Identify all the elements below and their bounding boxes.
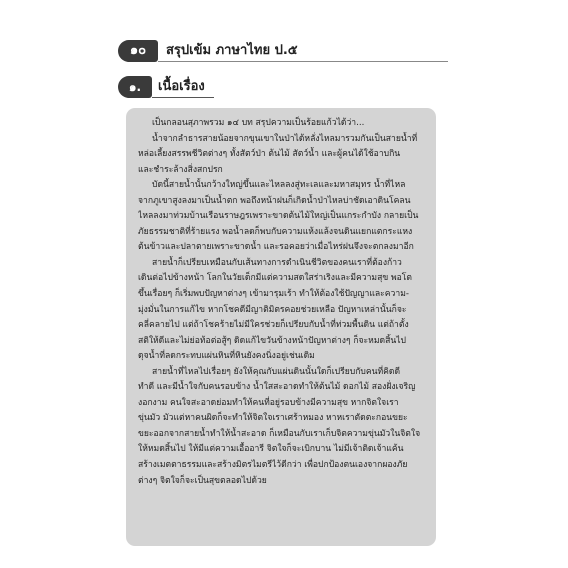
section-number-badge: ๑. <box>118 76 152 98</box>
content-box <box>126 108 436 546</box>
text-line: บัดนี้สายน้ำนั้นกว้างใหญ่ขึ้นและไหลลงสู่ทะเลและมหาสมุทร น้ำที่ไหล <box>152 180 406 191</box>
text-line: เป็นกลอนสุภาพรวม ๑๔ บท สรุปความเป็นร้อยแก้วได้ว่า... <box>152 118 365 128</box>
section-title: เนื้อเรื่อง <box>158 79 205 94</box>
text-line: คลี่คลายไป แต่ถ้าโชคร้ายไม่มีใครช่วยก็เปรียบกับน้ำที่ท่วมพื้นดิน แต่ถ้าตั้ง <box>138 320 409 331</box>
text-line: สายน้ำก็เปรียบเหมือนกับเส้นทางการดำเนินชีวิตของคนเราที่ต้องก้าว <box>152 257 402 268</box>
section-underline <box>152 97 214 98</box>
text-line: มุ่งมั่นในการแก้ไข หากโชคดีมีญาติมิตรคอยช่วยเหลือ ปัญหาเหล่านั้นก็จะ <box>138 304 407 315</box>
text-line: ทำดี และมีน้ำใจกับคนรอบข้าง น้ำใสสะอาดทำให้ต้นไม้ ดอกไม้ สองฝั่งเจริญ <box>138 382 416 393</box>
page-number-badge: ๑๐ <box>118 40 158 62</box>
section-heading <box>118 76 238 98</box>
text-line: สายน้ำที่ไหลไปเรื่อยๆ ยังให้คุณกับแผ่นดินนั้นใดก็เปรียบกับคนที่คิดดี <box>152 366 401 377</box>
text-line: สติให้ดีและไม่ย่อท้อต่อสู้ๆ ดิดแก้ไขวันข้างหน้าปัญหาต่างๆ ก็จะหมดสิ้นไป <box>138 335 406 346</box>
text-line: ขุ่นมัว มัวแต่หาคนผิดก็จะทำให้จิตใจเราเศร้าหมอง หาหเราตัดตะกอนขยะ <box>138 413 408 424</box>
text-line: ดุจน้ำที่ลดกระทบแผ่นหินที่หินยังคงนิ่งอยู่เช่นเดิม <box>138 351 315 362</box>
text-line: ขึ้นเรื่อยๆ ก็เริ่มพบปัญหาต่างๆ เข้ามารุมเร้า ทำให้ต้องใช้ปัญญาและความ- <box>138 289 409 300</box>
text-line: ภัยธรรมชาติที่ร้ายแรง พอน้ำลดก็พบกับความแห้งแล้งจนดินแยกแตกระแหง <box>138 226 413 237</box>
text-line: ต่างๆ จิตใจก็จะเป็นสุขตลอดไปด้วย <box>138 475 267 486</box>
text-line: น้ำจากลำธารสายน้อยจากขุนเขาในป่าได้หลั่งไหลมารวมกันเป็นสายน้ำที่ <box>152 133 418 144</box>
text-line: ไหลลงมาท่วมบ้านเรือนราษฎรเพราะขาดต้นไม้ใหญ่เป็นแกระกำบัง กลายเป็น <box>138 211 419 222</box>
book-title: สรุปเข้ม ภาษาไทย ป.๕ <box>166 43 298 58</box>
text-line: งอกงาม คนใจสะอาดย่อมทำให้คนที่อยู่รอบข้างมีความสุข หากจิตใจเรา <box>138 397 399 408</box>
text-line: ต้นข้าวและปลาตายเพราะขาดน้ำ และรอคอยว่าเมื่อไหร่ฝนจึงจะตกลงมาอีก <box>138 242 414 253</box>
text-line: เดินต่อไปข้างหน้า โลกในวัยเด็กมีแต่ความสดใสร่าเริงและมีความสุข พอโต <box>138 273 412 284</box>
page-header <box>118 40 448 62</box>
text-line: ขยะออกจากสายน้ำทำให้น้ำสะอาด ก็เหมือนกับเราเก็บจิตความขุ่นมัวในจิตใจ <box>138 428 421 439</box>
text-line: ให้หมดสิ้นไป ให้มีแต่ความเอื้ออารี จิตใจก็จะเบิกบาน ไม่มีเจ้าติดเจ้าแค้น <box>138 444 404 455</box>
text-line: และชำระล้างสิ่งสกปรก <box>138 164 223 175</box>
header-underline <box>158 61 448 62</box>
text-line: จากภูเขาสูงลงมาเป็นน้ำตก พอถึงหน้าฝนก็เกิดน้ำป่าไหลบ่าชัดเอาดินโคลน <box>138 195 411 206</box>
text-line: หล่อเลี้ยงสรรพชีวิตต่างๆ ทั้งสัตว์ป่า ต้นไม้ สัตว์น้ำ และผู้คนได้ใช้อาบกิน <box>138 149 401 160</box>
text-line: สร้างเมตตาธรรมและสร้างมิตรไมตรีไว้ดีกว่า เพื่อปกป้องตนเองจากผองภัย <box>138 460 408 471</box>
summary-text <box>138 116 426 489</box>
